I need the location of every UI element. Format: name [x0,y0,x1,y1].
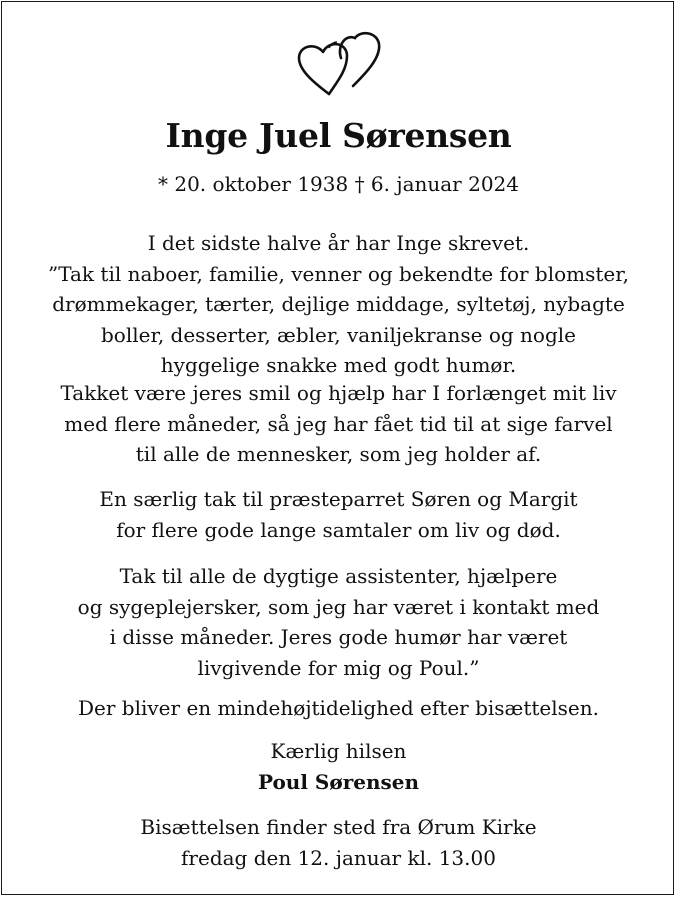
text-line: Bisættelsen finder sted fra Ørum Kirke [140,815,537,839]
text-line: boller, desserter, æbler, vaniljekranse og nogle [100,322,576,347]
thanks-paragraph-3 [0,484,677,545]
text-line: med flere måneder, så jeg har fået tid til at sige farvel [64,411,613,436]
text-line: livgivende for mig og Poul.” [197,655,480,680]
memorial-note [0,693,677,724]
text-line: Takket være jeres smil og hjælp har I forlænget mit liv [60,381,617,405]
text-line: i disse måneder. Jeres gode humør har været [109,625,568,649]
text-line: hyggelige snakke med godt humør. [160,353,517,377]
text-line: I det sidste halve år har Inge skrevet. [147,231,530,255]
greeting: Kærlig hilsen [270,739,407,763]
text-line: drømmekager, tærter, dejlige middage, syltetøj, nybagte [52,292,625,316]
thanks-paragraph-2 [0,378,677,470]
text-line: fredag den 12. januar kl. 13.00 [181,845,496,870]
two-hearts-icon [293,24,385,98]
text-line: En særlig tak til præsteparret Søren og Margit [99,487,578,511]
text-line: og sygeplejersker, som jeg har været i kontakt med [77,594,600,619]
thanks-paragraph-4 [0,561,677,683]
text-line: til alle de mennesker, som jeg holder af. [135,442,542,466]
text-line: Tak til alle de dygtige assistenter, hjælpere [119,564,558,588]
thanks-paragraph-1 [0,228,677,381]
funeral-info [0,812,677,873]
text-line: ”Tak til naboer, familie, venner og bekendte for blomster, [48,261,629,286]
signature: Poul Sørensen [257,769,420,794]
text-line: for flere gode lange samtaler om liv og død. [116,517,561,542]
deceased-name: Inge Juel Sørensen [165,116,512,155]
greeting-block [0,736,677,797]
birth-death-dates: * 20. oktober 1938 † 6. januar 2024 [158,172,519,196]
text-line: Der bliver en mindehøjtidelighed efter bisættelsen. [78,696,599,720]
